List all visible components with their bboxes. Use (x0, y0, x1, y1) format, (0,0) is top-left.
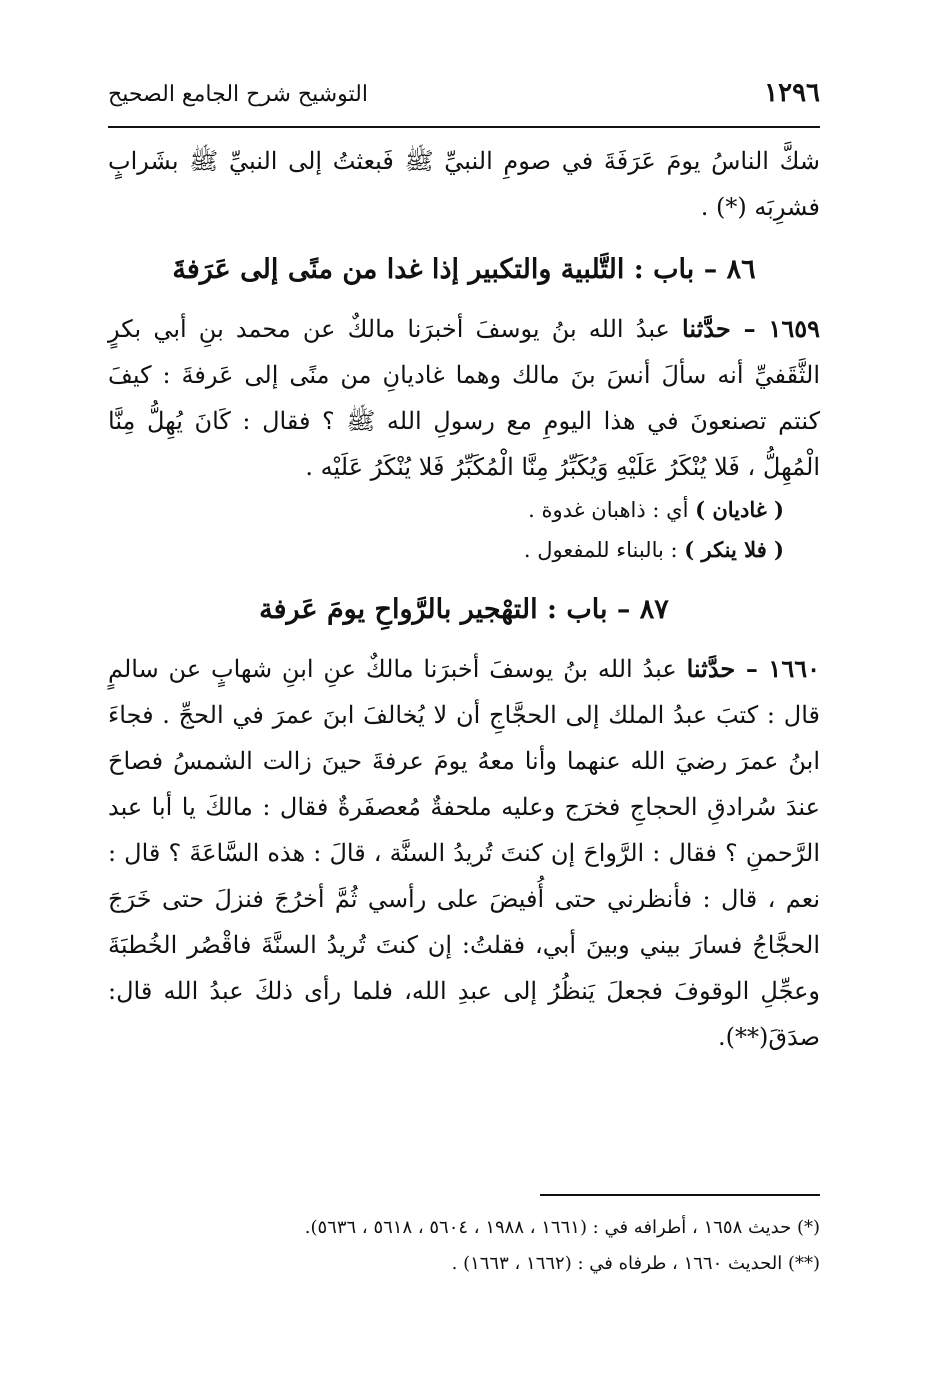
footnote-1: (*) حديث ١٦٥٨ ، أطرافه في : (١٦٦١ ، ١٩٨٨ ، ٥٦٠٤ ، ٥٦١٨ ، ٥٦٣٦). (304, 1217, 820, 1238)
gloss-term: ( غاديان ) (695, 497, 784, 522)
page-number: ١٢٩٦ (764, 78, 820, 108)
running-title: التوشيح شرح الجامع الصحيح (108, 82, 368, 107)
gloss-fala-yunkar (108, 530, 820, 570)
hadith-1660-text: عبدُ الله بنُ يوسفَ أخبرَنا مالكٌ عنِ ابنِ شهابٍ عن سالمٍ قال : كتبَ عبدُ الملك إلى الحجَّاجِ أن لا يُخالفَ ابنَ عمرَ في الحجِّ . فجاءَ ابنُ عمرَ رضيَ الله عنهما وأنا معهُ يومَ عرفةَ حينَ زالت الشمسُ فصاحَ عندَ سُرادقِ الحجاجِ فخرَج وعليه ملحفةٌ مُعصفَرةٌ فقال : مالكَ يا أبا عبد الرَّحمنِ ؟ فقال : الرَّواحَ إن كنتَ تُريدُ السنَّة ، قالَ : هذه السَّاعَةَ ؟ قال : نعم ، قال : فأنظرني حتى أُفيضَ على رأسي ثُمَّ أخرُجَ فنزلَ حتى خَرَجَ الحجَّاجُ فسارَ بيني وبينَ أبي، فقلتُ: إن كنتَ تُريدُ السنَّةَ فاقْصُر الخُطبَةَ وعجِّلِ الوقوفَ فجعلَ يَنظُرُ إلى عبدِ الله، فلما رأى ذلكَ عبدُ الله قال: صدَقَ(**). (108, 655, 821, 1051)
hadith-1659-text: عبدُ الله بنُ يوسفَ أخبرَنا مالكٌ عن محمد بنِ أبي بكرٍ الثَّقَفيِّ أنه سألَ أنسَ بنَ مالك وهما غاديانِ من منًى إلى عَرفةَ : كيفَ كنتم تصنعونَ في هذا اليومِ مع رسولِ الله ﷺ ؟ فقال : كَانَ يُهِلُّ مِنَّا الْمُهِلُّ ، فَلا يُنْكَرُ عَلَيْهِ وَيُكَبِّرُ مِنَّا الْمُكَبِّرُ فَلا يُنْكَرُ عَلَيْه . (108, 315, 821, 481)
hadith-1660-number: ١٦٦٠ – حدَّثنا (686, 654, 820, 683)
page-body (108, 138, 820, 1060)
gloss-text: أي : ذاهبان غدوة . (528, 498, 689, 522)
chapter-heading-87: ٨٧ – باب : التهْجير بالرَّواحِ يومَ عَرفة (259, 594, 669, 625)
hadith-1659-number: ١٦٥٩ – حدَّثنا (682, 314, 820, 343)
gloss-ghadiyan (108, 490, 820, 530)
chapter-heading-86: ٨٦ – باب : التَّلبية والتكبير إذا غدا من منًى إلى عَرَفةَ (172, 254, 756, 285)
footnote-2: (**) الحديث ١٦٦٠ ، طرفاه في : (١٦٦٢ ، ١٦٦٣) . (451, 1253, 820, 1274)
continuation-paragraph: شكَّ الناسُ يومَ عَرَفَةَ في صومِ النبيِّ ﷺ فَبعثتُ إلى النبيِّ ﷺ بشَرابٍ فشرِبَه (*) . (108, 147, 820, 221)
footnote-separator (540, 1194, 820, 1196)
hadith-1659 (108, 306, 820, 490)
page-header (108, 74, 820, 128)
gloss-text: : بالبناء للمفعول . (523, 538, 678, 562)
gloss-term: ( فلا ينكر ) (684, 537, 784, 562)
hadith-1660 (108, 646, 820, 1060)
footnotes (108, 1210, 820, 1282)
